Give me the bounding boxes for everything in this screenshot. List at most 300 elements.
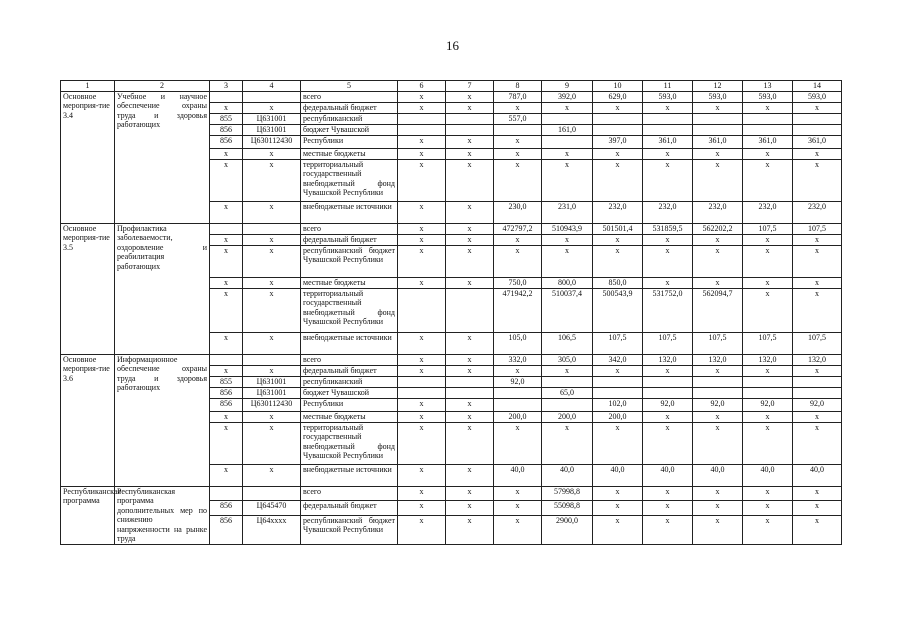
table-cell: x [743, 148, 793, 159]
table-cell: 855 [210, 376, 243, 387]
table-cell: 332,0 [494, 354, 542, 365]
table-cell: x [743, 245, 793, 277]
table-cell: x [446, 135, 494, 148]
table-cell: x [446, 223, 494, 234]
table-cell [743, 113, 793, 124]
table-cell: x [494, 365, 542, 376]
table-cell: x [398, 277, 446, 288]
table-cell: x [643, 411, 693, 422]
table-cell: 510037,4 [542, 288, 593, 332]
table-cell: 132,0 [693, 354, 743, 365]
table-cell: x [793, 365, 842, 376]
funding-source-cell: Республики [301, 398, 398, 411]
table-cell: 531752,0 [643, 288, 693, 332]
table-cell [743, 376, 793, 387]
table-cell: x [643, 422, 693, 464]
table-cell: x [210, 464, 243, 486]
table-cell: 562202,2 [693, 223, 743, 234]
table-cell: x [446, 148, 494, 159]
table-cell [693, 113, 743, 124]
measure-title-cell: Учебное и научное обеспечение охраны труда и здоровья работающих [115, 91, 210, 223]
table-cell: x [693, 501, 743, 516]
table-cell: x [243, 411, 301, 422]
table-cell: 105,0 [494, 332, 542, 354]
table-cell [743, 124, 793, 135]
table-cell: x [542, 102, 593, 113]
table-cell: x [743, 501, 793, 516]
table-cell: x [398, 422, 446, 464]
table-cell: x [446, 234, 494, 245]
table-cell [446, 124, 494, 135]
table-cell: x [243, 159, 301, 201]
table-cell: 107,5 [793, 223, 842, 234]
funding-source-cell: республиканский [301, 376, 398, 387]
table-cell [593, 124, 643, 135]
table-cell: 800,0 [542, 277, 593, 288]
table-cell: x [593, 501, 643, 516]
table-cell: x [446, 102, 494, 113]
table-cell [593, 376, 643, 387]
table-cell: 57998,8 [542, 486, 593, 501]
table-cell: x [693, 148, 743, 159]
table-cell: x [494, 234, 542, 245]
table-cell: x [446, 245, 494, 277]
funding-source-cell: территориальный государственный внебюджетный фонд Чувашской Республики [301, 288, 398, 332]
table-cell: Ц631001 [243, 113, 301, 124]
table-cell: 107,5 [743, 223, 793, 234]
table-cell: x [542, 148, 593, 159]
table-cell [643, 387, 693, 398]
table-cell: 750,0 [494, 277, 542, 288]
table-cell [693, 376, 743, 387]
table-cell: x [494, 501, 542, 516]
funding-source-cell: территориальный государственный внебюджетный фонд Чувашской Республики [301, 159, 398, 201]
measure-title-cell: Республиканская программа дополнительных мер по снижению напряженности на рынке труда [115, 486, 210, 544]
budget-table [60, 80, 842, 545]
table-cell: 232,0 [693, 201, 743, 223]
funding-source-cell: федеральный бюджет [301, 501, 398, 516]
table-cell: 132,0 [643, 354, 693, 365]
table-cell [210, 91, 243, 102]
table-cell: 107,5 [593, 332, 643, 354]
table-cell: x [243, 464, 301, 486]
table-cell: x [743, 365, 793, 376]
table-cell: x [446, 398, 494, 411]
measure-code-cell: Основное мероприя-тие 3.6 [61, 354, 115, 486]
table-cell: 472797,2 [494, 223, 542, 234]
table-cell: x [243, 365, 301, 376]
table-cell: 855 [210, 113, 243, 124]
table-cell: 161,0 [542, 124, 593, 135]
table-cell: x [398, 398, 446, 411]
header-cell: 2 [115, 81, 210, 92]
table-cell: x [643, 148, 693, 159]
table-cell: Ц64xxxx [243, 515, 301, 544]
table-cell: x [210, 245, 243, 277]
table-cell: 200,0 [593, 411, 643, 422]
table-cell: 65,0 [542, 387, 593, 398]
table-cell: x [542, 365, 593, 376]
table-cell: x [446, 501, 494, 516]
table-cell [446, 288, 494, 332]
table-cell: 107,5 [743, 332, 793, 354]
table-cell: 230,0 [494, 201, 542, 223]
funding-source-cell: внебюджетные источники [301, 464, 398, 486]
table-cell: x [398, 102, 446, 113]
table-cell: x [398, 148, 446, 159]
table-cell: x [446, 411, 494, 422]
table-cell: x [542, 422, 593, 464]
funding-source-cell: местные бюджеты [301, 411, 398, 422]
table-cell: 856 [210, 515, 243, 544]
table-cell: 232,0 [743, 201, 793, 223]
table-cell: x [693, 245, 743, 277]
table-cell: x [693, 159, 743, 201]
table-cell: x [446, 277, 494, 288]
table-cell: 562094,7 [693, 288, 743, 332]
table-cell: x [398, 91, 446, 102]
table-cell: x [743, 411, 793, 422]
table-cell: x [743, 486, 793, 501]
table-cell: x [494, 515, 542, 544]
table-cell: x [593, 245, 643, 277]
funding-source-cell: федеральный бюджет [301, 234, 398, 245]
table-cell: x [593, 148, 643, 159]
table-cell: x [693, 515, 743, 544]
table-cell: 392,0 [542, 91, 593, 102]
table-cell: 856 [210, 398, 243, 411]
table-cell [494, 398, 542, 411]
table-cell: x [593, 486, 643, 501]
table-cell: x [243, 288, 301, 332]
table-cell: x [494, 148, 542, 159]
table-cell: x [398, 464, 446, 486]
table-cell: 850,0 [593, 277, 643, 288]
header-cell: 9 [542, 81, 593, 92]
table-cell: x [693, 277, 743, 288]
table-cell: x [398, 354, 446, 365]
table-cell: x [793, 148, 842, 159]
table-cell: x [643, 245, 693, 277]
table-cell: x [398, 486, 446, 501]
funding-source-cell: республиканский [301, 113, 398, 124]
table-cell: x [243, 102, 301, 113]
table-cell: 557,0 [494, 113, 542, 124]
funding-source-cell: местные бюджеты [301, 277, 398, 288]
table-cell: 40,0 [643, 464, 693, 486]
table-row [61, 91, 842, 102]
table-cell: x [210, 159, 243, 201]
funding-source-cell: Республики [301, 135, 398, 148]
table-cell: x [593, 159, 643, 201]
table-cell: x [793, 277, 842, 288]
table-cell [398, 387, 446, 398]
table-cell: 107,5 [793, 332, 842, 354]
table-cell: x [793, 159, 842, 201]
table-cell: x [398, 411, 446, 422]
table-cell: x [243, 148, 301, 159]
table-cell [210, 223, 243, 234]
table-cell: 361,0 [693, 135, 743, 148]
table-cell [446, 113, 494, 124]
table-cell: x [398, 234, 446, 245]
table-cell: x [243, 277, 301, 288]
table-cell: x [210, 234, 243, 245]
table-cell: x [494, 135, 542, 148]
table-cell: 787,0 [494, 91, 542, 102]
table-cell [643, 124, 693, 135]
table-cell: x [743, 234, 793, 245]
table-cell [398, 376, 446, 387]
table-cell [398, 113, 446, 124]
table-cell: x [793, 486, 842, 501]
table-cell: x [446, 515, 494, 544]
funding-source-cell: республиканский бюджет Чувашской Республики [301, 245, 398, 277]
table-cell: 92,0 [494, 376, 542, 387]
table-cell: x [494, 486, 542, 501]
table-cell: x [446, 159, 494, 201]
table-cell: 593,0 [693, 91, 743, 102]
table-cell: x [693, 422, 743, 464]
table-cell: 92,0 [643, 398, 693, 411]
measure-code-cell: Республиканская программа [61, 486, 115, 544]
table-cell: x [446, 354, 494, 365]
table-cell: x [542, 234, 593, 245]
table-cell [446, 387, 494, 398]
table-cell: 40,0 [494, 464, 542, 486]
funding-source-cell: внебюджетные источники [301, 201, 398, 223]
table-cell: 361,0 [743, 135, 793, 148]
table-cell: 92,0 [743, 398, 793, 411]
table-cell: 856 [210, 501, 243, 516]
table-cell: x [243, 332, 301, 354]
table-cell [494, 124, 542, 135]
table-cell: x [243, 234, 301, 245]
table-cell: x [210, 411, 243, 422]
table-cell: x [398, 245, 446, 277]
table-cell [446, 376, 494, 387]
table-cell [494, 387, 542, 398]
table-cell: Ц630112430 [243, 135, 301, 148]
table-cell: x [398, 135, 446, 148]
table-cell [243, 91, 301, 102]
table-cell: x [593, 515, 643, 544]
table-cell: 471942,2 [494, 288, 542, 332]
table-cell [542, 376, 593, 387]
table-cell: x [446, 332, 494, 354]
table-cell: x [494, 159, 542, 201]
table-cell [542, 135, 593, 148]
table-cell: 92,0 [793, 398, 842, 411]
table-cell [643, 376, 693, 387]
table-cell: x [643, 234, 693, 245]
table-cell: x [210, 201, 243, 223]
table-cell: x [398, 515, 446, 544]
header-cell: 12 [693, 81, 743, 92]
funding-source-cell: федеральный бюджет [301, 102, 398, 113]
table-cell: x [398, 332, 446, 354]
table-cell: x [643, 501, 693, 516]
table-cell [542, 113, 593, 124]
table-cell: x [793, 288, 842, 332]
table-cell: x [494, 245, 542, 277]
table-cell: x [243, 201, 301, 223]
table-cell: x [398, 223, 446, 234]
table-cell: Ц631001 [243, 376, 301, 387]
funding-source-cell: бюджет Чувашской [301, 124, 398, 135]
table-cell: 593,0 [643, 91, 693, 102]
funding-source-cell: местные бюджеты [301, 148, 398, 159]
header-cell: 11 [643, 81, 693, 92]
table-cell: x [210, 288, 243, 332]
table-cell: 107,5 [643, 332, 693, 354]
table-cell: x [446, 201, 494, 223]
table-cell: x [743, 277, 793, 288]
table-cell: 40,0 [593, 464, 643, 486]
header-cell: 4 [243, 81, 301, 92]
table-row [61, 354, 842, 365]
table-cell: x [210, 365, 243, 376]
header-cell: 10 [593, 81, 643, 92]
table-cell [210, 354, 243, 365]
table-cell: 231,0 [542, 201, 593, 223]
table-cell [743, 387, 793, 398]
table-cell: x [693, 365, 743, 376]
table-cell: 2900,0 [542, 515, 593, 544]
table-cell: x [210, 422, 243, 464]
table-cell: x [542, 245, 593, 277]
table-cell [693, 124, 743, 135]
funding-source-cell: всего [301, 223, 398, 234]
table-cell [643, 113, 693, 124]
table-cell: x [398, 201, 446, 223]
table-cell: x [542, 159, 593, 201]
table-cell [693, 387, 743, 398]
table-cell: x [446, 422, 494, 464]
table-cell [593, 113, 643, 124]
table-cell: x [210, 148, 243, 159]
table-row [61, 223, 842, 234]
table-cell: x [743, 102, 793, 113]
table-cell [793, 124, 842, 135]
header-cell: 3 [210, 81, 243, 92]
table-cell: x [210, 102, 243, 113]
table-cell: x [446, 464, 494, 486]
table-cell: x [743, 515, 793, 544]
table-cell: 361,0 [643, 135, 693, 148]
funding-source-cell: республиканский бюджет Чувашской Республики [301, 515, 398, 544]
table-cell: Ц645470 [243, 501, 301, 516]
table-row [61, 486, 842, 501]
table-cell: x [693, 234, 743, 245]
funding-source-cell: бюджет Чувашской [301, 387, 398, 398]
table-cell: x [446, 486, 494, 501]
header-row [61, 81, 842, 92]
table-cell: 232,0 [593, 201, 643, 223]
table-cell: x [643, 365, 693, 376]
table-cell: x [643, 277, 693, 288]
table-cell: x [643, 515, 693, 544]
table-cell: x [793, 501, 842, 516]
table-cell: 510943,9 [542, 223, 593, 234]
table-cell: x [743, 159, 793, 201]
header-cell: 13 [743, 81, 793, 92]
table-cell: 232,0 [793, 201, 842, 223]
header-cell: 14 [793, 81, 842, 92]
table-cell: 107,5 [693, 332, 743, 354]
table-cell: x [643, 159, 693, 201]
table-cell: 361,0 [793, 135, 842, 148]
header-cell: 1 [61, 81, 115, 92]
measure-title-cell: Информационное обеспечение охраны труда и здоровья работающих [115, 354, 210, 486]
table-cell: 531859,5 [643, 223, 693, 234]
table-cell: 593,0 [793, 91, 842, 102]
table-cell [243, 486, 301, 501]
table-cell: Ц631001 [243, 387, 301, 398]
table-cell: x [693, 411, 743, 422]
table-cell [243, 354, 301, 365]
table-cell: 305,0 [542, 354, 593, 365]
table-cell: 102,0 [593, 398, 643, 411]
page-number: 16 [446, 38, 459, 53]
header-cell: 6 [398, 81, 446, 92]
table-cell: 132,0 [743, 354, 793, 365]
table-cell: 629,0 [593, 91, 643, 102]
header-cell: 5 [301, 81, 398, 92]
funding-source-cell: федеральный бюджет [301, 365, 398, 376]
table-cell: x [243, 422, 301, 464]
table-cell [243, 223, 301, 234]
table-cell: 232,0 [643, 201, 693, 223]
table-cell [210, 486, 243, 501]
table-cell: 500543,9 [593, 288, 643, 332]
table-cell: 200,0 [494, 411, 542, 422]
funding-source-cell: всего [301, 486, 398, 501]
table-cell [542, 398, 593, 411]
table-cell: 106,5 [542, 332, 593, 354]
table-cell: 342,0 [593, 354, 643, 365]
measure-code-cell: Основное мероприя-тие 3.5 [61, 223, 115, 354]
table-cell: x [446, 91, 494, 102]
table-cell: x [793, 102, 842, 113]
table-cell: x [446, 365, 494, 376]
table-cell: 593,0 [743, 91, 793, 102]
table-cell: x [593, 234, 643, 245]
table-cell: 55098,8 [542, 501, 593, 516]
table-cell: 397,0 [593, 135, 643, 148]
table-cell: x [494, 102, 542, 113]
table-cell: 132,0 [793, 354, 842, 365]
measure-code-cell: Основное мероприя-тие 3.4 [61, 91, 115, 223]
table-cell: x [643, 486, 693, 501]
header-cell: 8 [494, 81, 542, 92]
table-cell [398, 288, 446, 332]
table-cell: x [793, 411, 842, 422]
table-cell: 40,0 [542, 464, 593, 486]
table-cell [793, 376, 842, 387]
table-cell: x [793, 245, 842, 277]
table-cell: x [210, 332, 243, 354]
table-cell: 501501,4 [593, 223, 643, 234]
table-cell: 856 [210, 135, 243, 148]
measure-title-cell: Профилактика заболеваемости, оздоровление и реабилитация работающих [115, 223, 210, 354]
funding-source-cell: всего [301, 91, 398, 102]
funding-source-cell: территориальный государственный внебюджетный фонд Чувашской Республики [301, 422, 398, 464]
table-cell: x [693, 486, 743, 501]
table-cell: x [210, 277, 243, 288]
table-cell [398, 124, 446, 135]
table-cell: x [743, 288, 793, 332]
